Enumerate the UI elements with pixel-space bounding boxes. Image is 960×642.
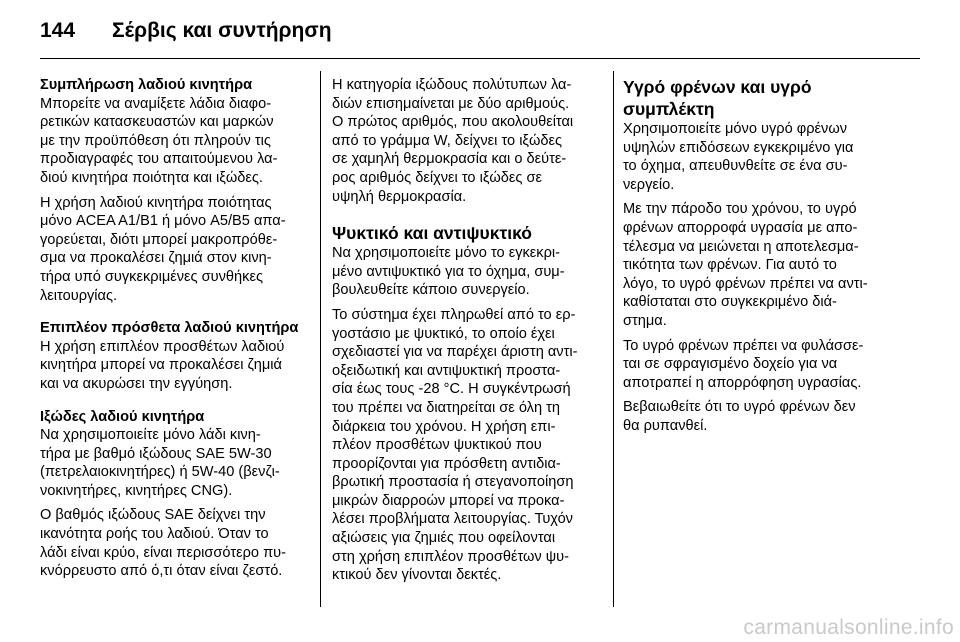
paragraph: Μπορείτε να αναμίξετε λάδια διαφο- ρετικών κατασκευαστών και μαρκών με την προϋπόθεση ότι πληρούν τις προδιαγραφές του απαιτούμενου λα- διού κινητήρα ποιότητα και ιξώδες. xyxy=(40,95,278,186)
section-heading-coolant: Ψυκτικό και αντιψυκτικό xyxy=(332,223,532,244)
column-divider-1 xyxy=(320,71,321,607)
paragraph: Το σύστημα έχει πληρωθεί από το ερ- γοστάσιο με ψυκτικό, το οποίο έχει σχεδιαστεί για να παρέχει άριστη αντι- οξειδωτική και αντιψυκτική προστα- σία έως τους -28 °C. Η συγκέντρωσή του πρέπει να διατηρείται σε όλη τη διάρκεια του χρόνου. Η χρήση επι- πλέον προσθέτων ψυκτικού που προορίζονται για πρόσθετη αντιδια- βρωτική προστασία ή στεγανοποίηση μικρών διαρροών μπορεί να προκα- λέσει προβλήματα λειτουργίας. Τυχόν αξιώσεις για ζημιές που οφείλονται στη χρήση επιπλέον προσθέτων ψυ- κτικού δεν γίνονται δεκτές. xyxy=(332,306,578,584)
column-right xyxy=(623,76,895,442)
section-heading-oil-additives: Επιπλέον πρόσθετα λαδιού κινητήρα xyxy=(40,320,299,337)
paragraph: Χρησιμοποιείτε μόνο υγρό φρένων υψηλών επιδόσεων εγκεκριμένο για το όχημα, απευθυνθείτε σε ένα συ- νεργείο. xyxy=(623,121,854,193)
paragraph: Να χρησιμοποιείτε μόνο το εγκεκρι- μένο αντιψυκτικό για το όχημα, συμ- βουλευθείτε κάποιο συνεργείο. xyxy=(332,245,565,299)
paragraph: Η χρήση επιπλέον προσθέτων λαδιού κινητήρα μπορεί να προκαλέσει ζημιά και να ακυρώσει την εγγύηση. xyxy=(40,338,285,392)
header-divider xyxy=(40,58,920,59)
column-left xyxy=(40,76,312,587)
paragraph: Να χρησιμοποιείτε μόνο λάδι κινη- τήρα με βαθμό ιξώδους SAE 5W-30 (πετρελαιοκινητήρες) ή 5W-40 (βενζι- νοκινητήρες, κινητήρες CNG). xyxy=(40,427,280,499)
paragraph: Με την πάροδο του χρόνου, το υγρό φρένων απορροφά υγρασία με απο- τέλεσμα να μειώνεται η αποτελεσμα- τικότητα των φρένων. Για αυτό το λόγο, το υγρό φρένων πρέπει να αντι- καθίσταται στο συγκεκριμένο διά- στημα. xyxy=(623,201,868,329)
paragraph: Ο βαθμός ιξώδους SAE δείχνει την ικανότητα ροής του λαδιού. Όταν το λάδι είναι κρύο, είναι περισσότερο πυ- κνόρρευστο από ό,τι όταν είναι ζεστό. xyxy=(40,507,286,580)
column-middle xyxy=(332,76,612,591)
paragraph: Η χρήση λαδιού κινητήρα ποιότητας μόνο ACEA A1/B1 ή μόνο A5/B5 απα- γορεύεται, διότι μπορεί μακροπρόθε- σμα να προκαλέσει ζημιά στον κινη- τήρα υπό συγκεκριμένες συνθήκες λειτουργίας. xyxy=(40,194,286,304)
section-heading-oil-viscosity: Ιξώδες λαδιού κινητήρα xyxy=(40,408,205,425)
section-heading-oil-topup: Συμπλήρωση λαδιού κινητήρα xyxy=(40,77,253,93)
section-heading-brake-fluid: Υγρό φρένων και υγρό συμπλέκτη xyxy=(623,77,812,119)
paragraph: Η κατηγορία ιξώδους πολύτυπων λα- διών επισημαίνεται με δύο αριθμούς. Ο πρώτος αριθμός, που ακολουθείται από το γράμμα W, δείχνει το ιξώδες σε χαμηλή θερμοκρασία και ο δεύτε- ρος αριθμός δείχνει το ιξώδες σε υψηλή θερμοκρασία. xyxy=(332,77,574,205)
watermark: carmanualsonline.info xyxy=(743,616,954,639)
page-header xyxy=(40,16,332,46)
paragraph: Το υγρό φρένων πρέπει να φυλάσσε- ται σε σφραγισμένο δοχείο για να αποτραπεί η απορρόφηση υγρασίας. xyxy=(623,337,864,391)
page-number: 144 xyxy=(40,19,76,42)
paragraph: Βεβαιωθείτε ότι το υγρό φρένων δεν θα ρυπανθεί. xyxy=(623,399,856,434)
page-title: Σέρβις και συντήρηση xyxy=(112,19,332,42)
column-divider-2 xyxy=(613,71,614,607)
